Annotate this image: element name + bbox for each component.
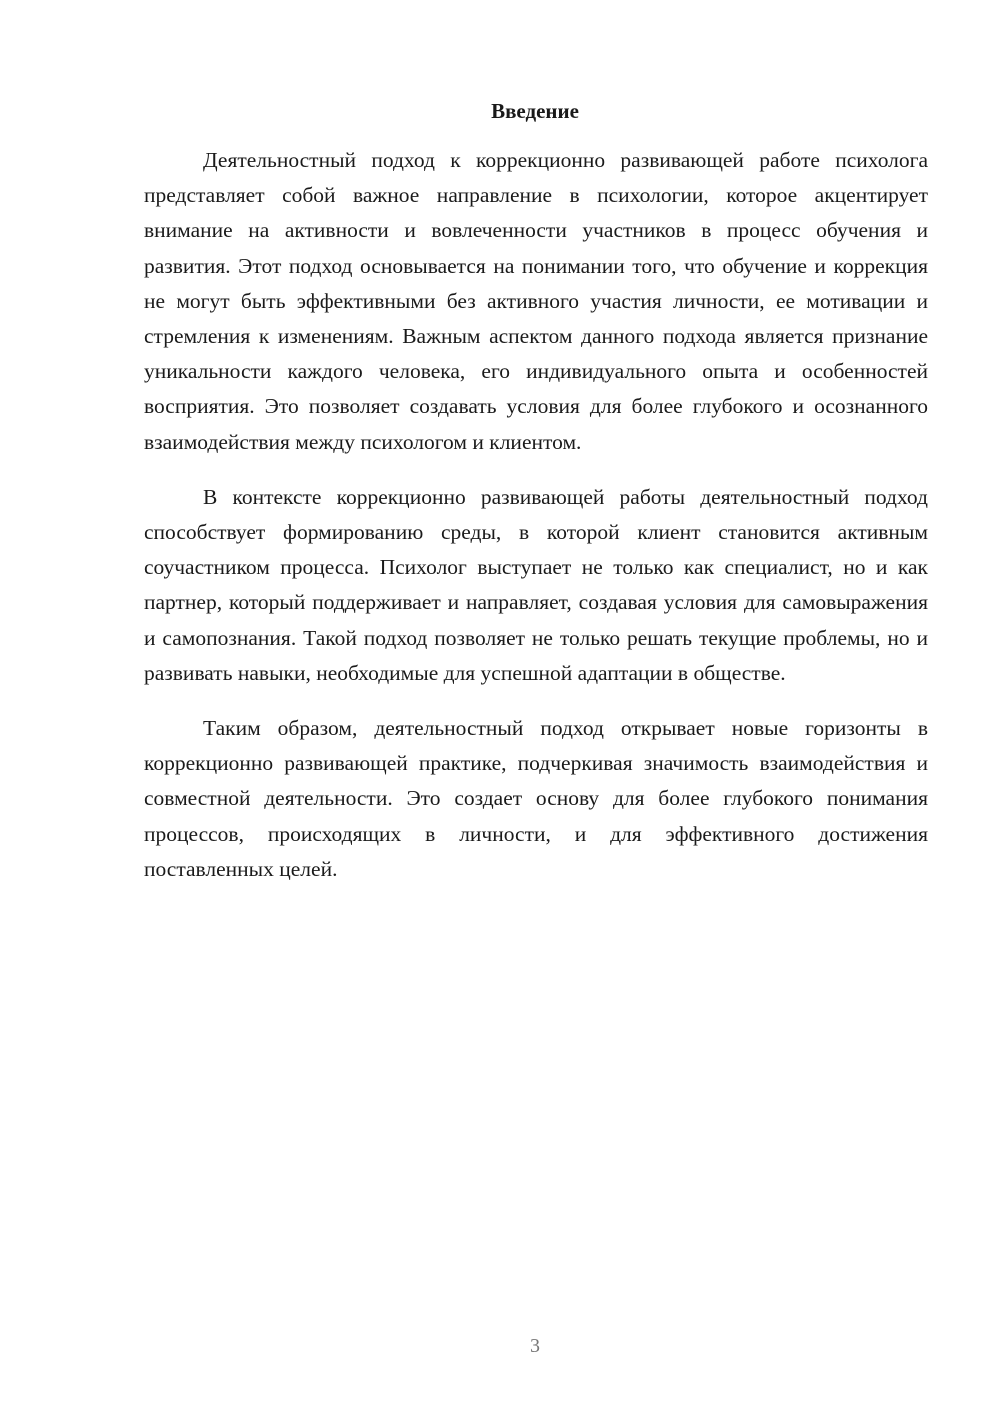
page-number: 3 bbox=[530, 1335, 540, 1357]
paragraph-3: Таким образом, деятельностный подход открывает новые горизонты в коррекционно развивающей практике, подчеркивая значимость взаимодействия и совместной деятельности. Это создает основу для более глубокого понимания процессов, происходящих в личности, и для эффективного достижения поставленных целей. bbox=[144, 716, 928, 881]
section-heading: Введение bbox=[491, 99, 579, 123]
paragraph-2: В контексте коррекционно развивающей работы деятельностный подход способствует формированию среды, в которой клиент становится активным соучастником процесса. Психолог выступает не только как специалист, но и как партнер, который поддерживает и направляет, создавая условия для самовыражения и самопознания. Такой подход позволяет не только решать текущие проблемы, но и развивать навыки, необходимые для успешной адаптации в обществе. bbox=[144, 484, 928, 685]
paragraph-1: Деятельностный подход к коррекционно развивающей работе психолога представляет собой важное направление в психологии, которое акцентирует внимание на активности и вовлеченности участников в процесс обучения и развития. Этот подход основывается на понимании того, что обучение и коррекция не могут быть эффективными без активного участия личности, ее мотивации и стремления к изменениям. Важным аспектом данного подхода является признание уникальности каждого человека, его индивидуального опыта и особенностей восприятия. Это позволяет создавать условия для более глубокого и осознанного взаимодействия между психологом и клиентом. bbox=[144, 148, 928, 454]
body-text bbox=[144, 143, 928, 907]
